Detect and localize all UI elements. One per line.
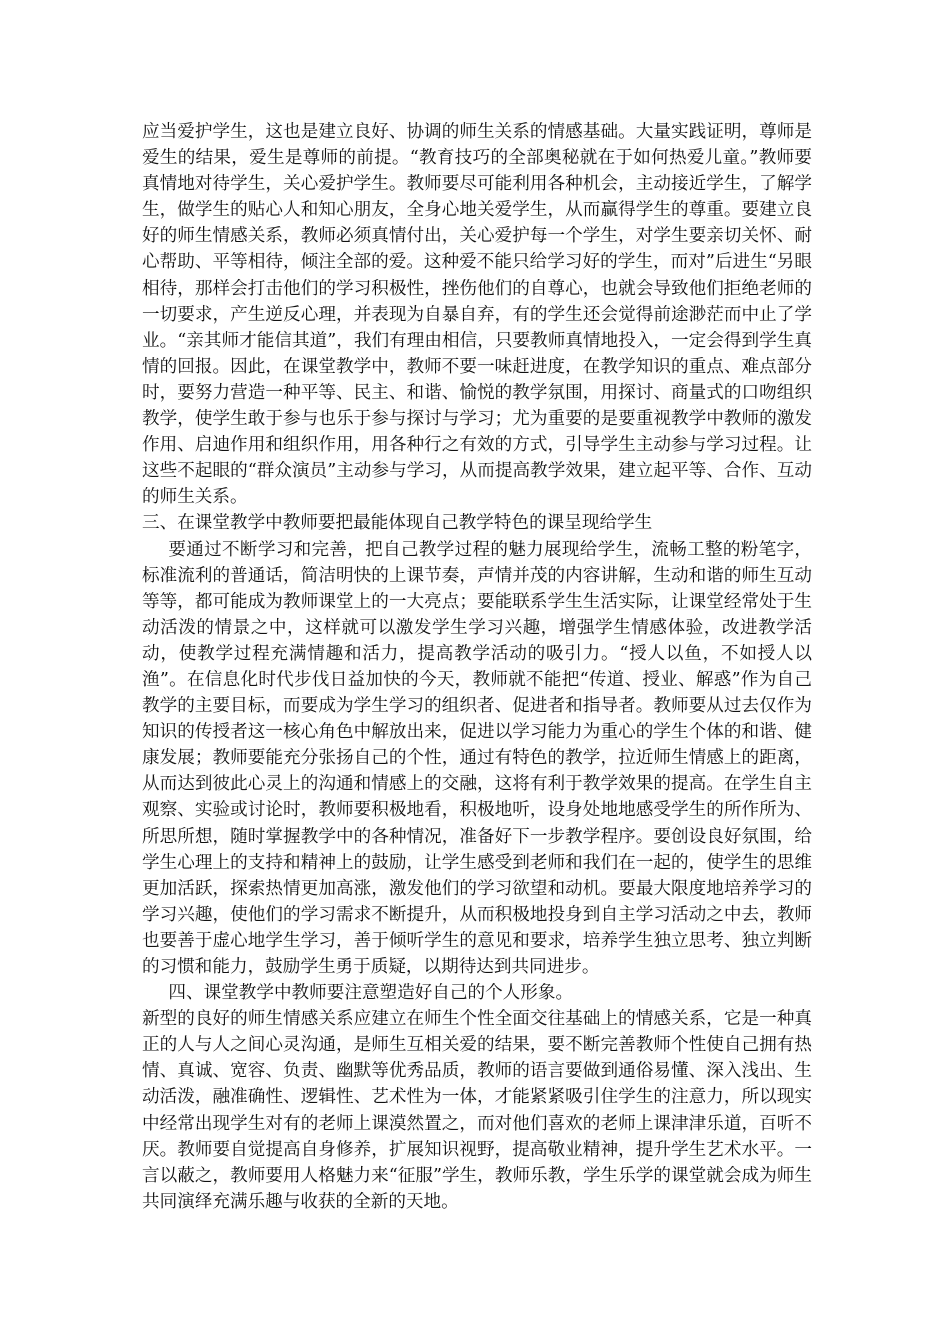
section-heading-4: 四、课堂教学中教师要注意塑造好自己的个人形象。 bbox=[168, 983, 574, 1004]
paragraph-3: 新型的良好的师生情感关系应建立在师生个性全面交往基础上的情感关系，它是一种真正的人与人之间心灵沟通，是师生互相关爱的结果，要不断完善教师个性使自己拥有热情、真诚、宽容、负责、幽默等优秀品质，教师的语言要做到通俗易懂、深入浅出、生动活泼，融准确性、逻辑性、艺术性为一体，才能紧紧吸引住学生的注意力，所以现实中经常出现学生对有的老师上课漠然置之，而对他们喜欢的老师上课津津乐道，百听不厌。教师要自觉提高自身修养，扩展知识视野，提高敬业精神，提升学生艺术水平。一言以蔽之，教师要用人格魅力来“征服”学生，教师乐教，学生乐学的课堂就会成为师生共同演绎充满乐趣与收获的全新的天地。 bbox=[142, 1009, 812, 1212]
section-heading-3: 三、在课堂教学中教师要把最能体现自己教学特色的课呈现给学生 bbox=[142, 513, 653, 534]
paragraph-2: 要通过不断学习和完善，把自己教学过程的魅力展现给学生，流畅工整的粉笔字，标准流利的普通话，简洁明快的上课节奏，声情并茂的内容讲解，生动和谐的师生互动等等，都可能成为教师课堂上的一大亮点；要能联系学生生活实际，让课堂经常处于生动活泼的情景之中，这样就可以激发学生学习兴趣，增强学生情感体验，改进教学活动，使教学过程充满情趣和活力，提高教学活动的吸引力。“授人以鱼，不如授人以渔”。在信息化时代步伐日益加快的今天，教师就不能把“传道、授业、解惑”作为自己教学的主要目标，而要成为学生学习的组织者、促进者和指导者。教师要从过去仅作为知识的传授者这一核心角色中解放出来，促进以学习能力为重心的学生个体的和谐、健康发展；教师要能充分张扬自己的个性，通过有特色的教学，拉近师生情感上的距离，从而达到彼此心灵上的沟通和情感上的交融，这将有利于教学效果的提高。在学生自主观察、实验或讨论时，教师要积极地看，积极地听，设身处地地感受学生的所作所为、所思所想，随时掌握教学中的各种情况，准备好下一步教学程序。要创设良好氛围，给学生心理上的支持和精神上的鼓励，让学生感受到老师和我们在一起的，使学生的思维更加活跃，探索热情更加高涨，激发他们的学习欲望和动机。要最大限度地培养学习的学习兴趣，使他们的学习需求不断提升，从而积极地投身到自主学习活动之中去，教师也要善于虚心地学生学习，善于倾听学生的意见和要求，培养学生独立思考、独立判断的习惯和能力，鼓励学生勇于质疑，以期待达到共同进步。 bbox=[142, 539, 812, 977]
document-page bbox=[142, 119, 812, 1215]
paragraph-1: 应当爱护学生，这也是建立良好、协调的师生关系的情感基础。大量实践证明，尊师是爱生的结果，爱生是尊师的前提。“教育技巧的全部奥秘就在于如何热爱儿童。”教师要真情地对待学生，关心爱护学生。教师要尽可能利用各种机会，主动接近学生，了解学生，做学生的贴心人和知心朋友，全身心地关爱学生，从而赢得学生的尊重。要建立良好的师生情感关系，教师必须真情付出，关心爱护每一个学生，对学生要亲切关怀、耐心帮助、平等相待，倾注全部的爱。这种爱不能只给学习好的学生，而对”后进生“另眼相待，那样会打击他们的学习积极性，挫伤他们的自尊心，也就会导致他们拒绝老师的一切要求，产生逆反心理，并表现为自暴自弃，有的学生还会觉得前途渺茫而中止了学业。“亲其师才能信其道”，我们有理由相信，只要教师真情地投入，一定会得到学生真情的回报。因此，在课堂教学中，教师不要一味赶进度，在教学知识的重点、难点部分时，要努力营造一种平等、民主、和谐、愉悦的教学氛围，用探讨、商量式的口吻组织教学，使学生敢于参与也乐于参与探讨与学习；尤为重要的是要重视教学中教师的激发作用、启迪作用和组织作用，用各种行之有效的方式，引导学生主动参与学习过程。让这些不起眼的“群众演员”主动参与学习，从而提高教学效果，建立起平等、合作、互动的师生关系。 bbox=[142, 122, 812, 508]
